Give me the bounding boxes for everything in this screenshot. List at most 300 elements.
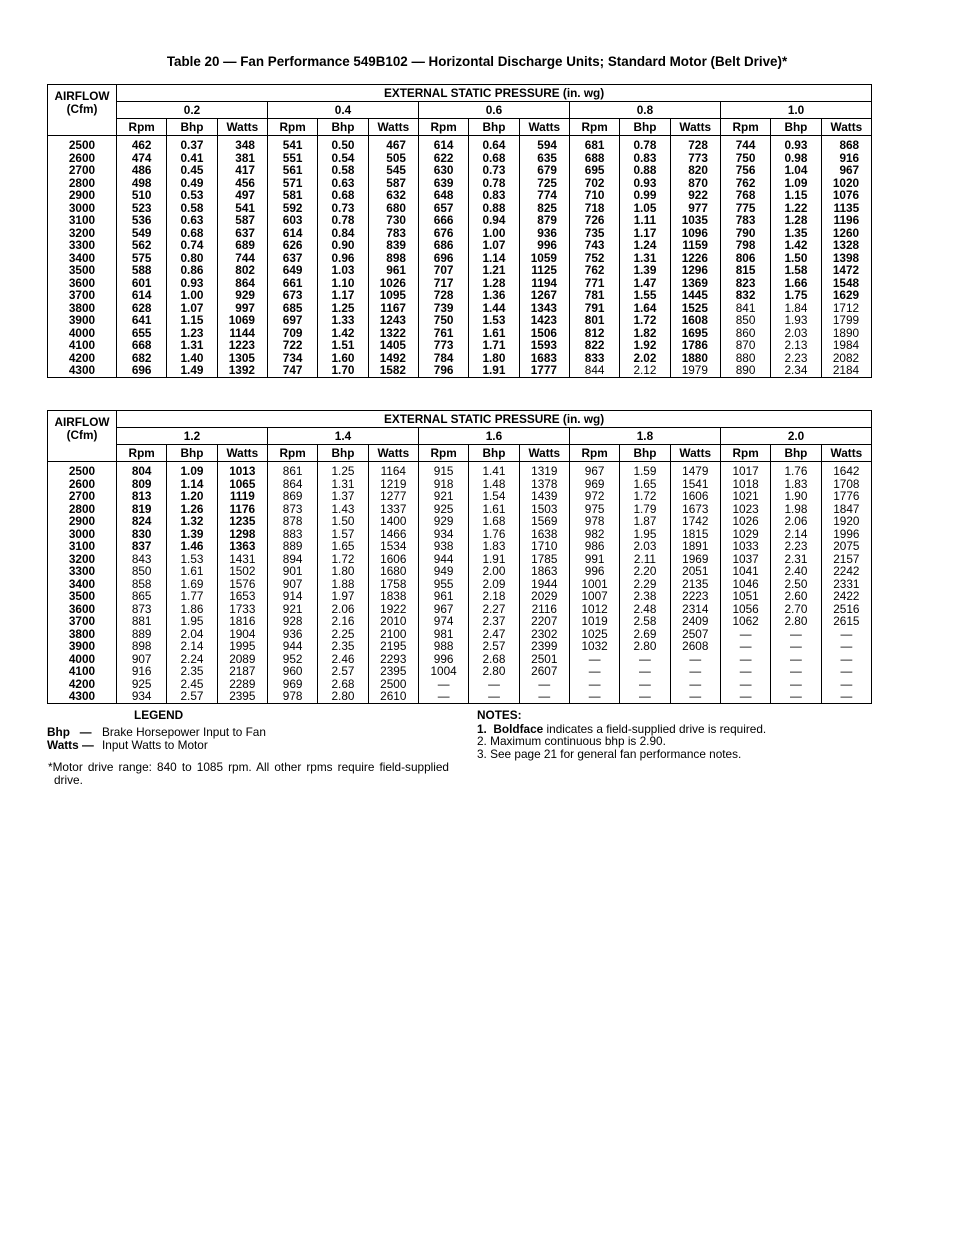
rpm-cell: 870 (735, 338, 756, 352)
rpm-cell: 709 (282, 325, 303, 340)
watts-cell: 936 (537, 225, 557, 240)
bhp-cell: 2.69 (633, 626, 657, 641)
bhp-cell: 1.69 (180, 576, 204, 591)
watts-cell: 1431 (229, 551, 256, 566)
watts-cell: 1673 (682, 501, 709, 516)
watts-cell: 2029 (531, 589, 558, 603)
bhp-cell: 1.86 (180, 601, 204, 616)
rpm-cell: — (437, 676, 450, 691)
column-header-rpm: Rpm (569, 445, 619, 462)
airflow-cell: 3000 (68, 526, 96, 541)
rpm-cell: 1023 (732, 501, 759, 516)
bhp-cell: — (488, 676, 500, 691)
watts-cell: 1502 (229, 564, 256, 578)
external-static-pressure-header: EXTERNAL STATIC PRESSURE (in. wg) (117, 85, 872, 102)
bhp-cell: — (639, 651, 651, 666)
bhp-cell: 1.32 (180, 514, 204, 528)
watts-cell: 1164 (380, 464, 406, 478)
bhp-cell: 1.40 (180, 350, 204, 365)
bhp-cell: 1.65 (633, 476, 657, 491)
watts-cell: 1096 (681, 225, 708, 240)
rpm-cell: 806 (735, 250, 756, 265)
legend-definition: Brake Horsepower Input to Fan (102, 725, 266, 739)
watts-cell: 2135 (682, 576, 709, 591)
rpm-cell: 791 (584, 300, 605, 315)
bhp-cell: 1.31 (180, 338, 204, 352)
watts-cell: — (840, 639, 853, 653)
bhp-cell: 1.83 (784, 476, 808, 491)
rpm-column (418, 462, 468, 704)
rpm-cell: 655 (131, 325, 152, 340)
legend-dash: — (79, 725, 92, 739)
watts-cell: 1776 (833, 489, 860, 503)
bhp-column (469, 462, 519, 704)
external-static-pressure-header: EXTERNAL STATIC PRESSURE (in. wg) (117, 411, 872, 428)
bhp-cell: 2.57 (331, 664, 355, 678)
rpm-cell: 1001 (581, 576, 608, 591)
watts-cell: 2331 (833, 576, 860, 591)
bhp-cell: 2.80 (482, 664, 506, 678)
watts-cell: — (840, 626, 853, 641)
rpm-cell: 916 (131, 664, 152, 678)
rpm-cell: — (739, 651, 752, 666)
rpm-cell: 865 (131, 589, 152, 603)
watts-cell: 1296 (681, 263, 708, 277)
rpm-cell: 1004 (430, 664, 457, 678)
bhp-cell: 1.00 (180, 288, 204, 302)
watts-cell: 1492 (379, 350, 406, 365)
column-header-watts: Watts (217, 119, 267, 136)
airflow-cell: 3600 (68, 275, 96, 290)
column-header-bhp: Bhp (620, 445, 670, 462)
bhp-cell: 0.96 (331, 250, 355, 265)
rpm-cell: 1012 (581, 601, 608, 616)
watts-cell: 916 (839, 150, 860, 165)
watts-cell: 587 (386, 175, 406, 190)
rpm-cell: 883 (282, 526, 303, 541)
bhp-cell: 1.87 (633, 514, 657, 528)
watts-cell: 1226 (681, 250, 708, 265)
bhp-cell: 2.40 (784, 564, 808, 578)
airflow-cell: 3900 (68, 313, 96, 327)
bhp-cell: 1.91 (482, 551, 506, 566)
watts-cell: 1576 (229, 576, 256, 591)
bhp-cell: 1.61 (482, 501, 506, 516)
rpm-cell: 686 (433, 238, 454, 252)
rpm-cell: 649 (282, 263, 303, 277)
rpm-cell: 864 (282, 476, 303, 491)
bhp-cell: 1.72 (331, 551, 355, 566)
watts-cell: 2100 (380, 626, 407, 641)
bhp-cell: 1.11 (633, 213, 657, 227)
bhp-cell: — (790, 639, 802, 653)
bhp-cell: 0.53 (180, 188, 204, 202)
watts-cell: 2608 (682, 639, 709, 653)
rpm-cell: 889 (131, 626, 152, 641)
bhp-column (167, 136, 217, 378)
bhp-cell: 0.73 (331, 200, 355, 215)
watts-cell: 2314 (682, 601, 709, 616)
watts-cell: 1423 (530, 313, 557, 327)
bhp-cell: — (488, 689, 500, 703)
pressure-header: 1.6 (418, 428, 569, 445)
rpm-cell: 762 (584, 263, 605, 277)
watts-cell: 1343 (530, 300, 557, 315)
airflow-cell: 3400 (68, 250, 96, 265)
bhp-cell: — (639, 689, 651, 703)
bhp-cell: 1.17 (331, 288, 355, 302)
watts-cell: 728 (688, 138, 708, 152)
bhp-cell: 0.88 (633, 163, 657, 177)
watts-cell: 1712 (832, 300, 860, 315)
watts-cell: 505 (386, 150, 406, 165)
watts-cell: 1337 (380, 501, 407, 516)
bhp-cell: 1.46 (180, 539, 204, 553)
rpm-cell: 773 (433, 338, 454, 352)
bhp-cell: 2.25 (331, 626, 355, 641)
bhp-cell: 2.70 (784, 601, 808, 616)
column-header-watts: Watts (821, 445, 872, 462)
rpm-cell: 1046 (732, 576, 759, 591)
watts-cell: — (689, 689, 702, 703)
bhp-cell: 1.07 (180, 300, 204, 315)
rpm-cell: 1051 (732, 589, 759, 603)
column-header-rpm: Rpm (117, 445, 167, 462)
bhp-cell: 1.36 (482, 288, 506, 302)
rpm-cell: 898 (131, 639, 152, 653)
bhp-cell: 1.37 (331, 489, 355, 503)
bhp-cell: 2.37 (482, 614, 506, 628)
watts-cell: 1235 (229, 514, 256, 528)
watts-cell: 1695 (681, 325, 708, 340)
airflow-cell: 4200 (68, 676, 96, 691)
legend-term: Watts (47, 738, 79, 752)
watts-cell: 1223 (228, 338, 255, 352)
rpm-cell: 775 (735, 200, 756, 215)
bhp-cell: 1.61 (482, 325, 506, 340)
watts-cell: 725 (537, 175, 557, 190)
rpm-cell: 833 (584, 350, 605, 365)
fan-performance-table-high-pressure (47, 410, 872, 704)
bhp-cell: 1.47 (633, 275, 657, 290)
rpm-cell: 1025 (581, 626, 608, 641)
rpm-cell: 661 (282, 275, 303, 290)
watts-cell: — (689, 664, 702, 678)
rpm-cell: 474 (131, 150, 152, 165)
column-header-rpm: Rpm (720, 119, 770, 136)
rpm-cell: 1056 (732, 601, 759, 616)
bhp-cell: 1.48 (482, 476, 506, 491)
rpm-cell: 747 (282, 363, 303, 377)
column-header-rpm: Rpm (418, 445, 468, 462)
rpm-cell: 641 (131, 313, 152, 327)
rpm-cell: 830 (131, 526, 152, 541)
rpm-cell: 928 (282, 614, 303, 628)
bhp-cell: 0.93 (180, 275, 204, 290)
bhp-cell: 0.73 (482, 163, 506, 177)
column-header-bhp: Bhp (167, 119, 217, 136)
bhp-cell: 0.98 (784, 150, 808, 165)
column-header-watts: Watts (519, 119, 569, 136)
rpm-cell: 762 (735, 175, 756, 190)
rpm-cell: 743 (584, 238, 605, 252)
bhp-cell: 1.50 (331, 514, 355, 528)
airflow-cell: 3900 (68, 639, 96, 653)
bhp-cell: 1.59 (633, 464, 657, 478)
watts-cell: 1922 (380, 601, 407, 616)
watts-cell: 1439 (531, 489, 558, 503)
watts-cell: 1405 (379, 338, 406, 352)
rpm-cell: 809 (131, 476, 152, 491)
bhp-cell: 0.88 (482, 200, 506, 215)
watts-cell: 1363 (229, 539, 256, 553)
bhp-cell: 1.25 (331, 464, 355, 478)
watts-column (217, 136, 267, 378)
watts-cell: 1398 (832, 250, 860, 265)
watts-cell: 2399 (531, 639, 558, 653)
rpm-cell: 1041 (732, 564, 759, 578)
watts-cell: — (840, 664, 853, 678)
rpm-cell: 783 (735, 213, 756, 227)
watts-cell: 1708 (833, 476, 860, 491)
rpm-cell: 666 (433, 213, 454, 227)
rpm-cell: 967 (584, 464, 605, 478)
watts-cell: 1013 (229, 464, 256, 478)
legend-item-watts (47, 739, 447, 752)
bhp-cell: 1.97 (331, 589, 355, 603)
rpm-cell: 925 (433, 501, 454, 516)
rpm-cell: 796 (433, 363, 454, 377)
bhp-cell: 2.02 (633, 350, 657, 365)
legend-title: LEGEND (134, 708, 184, 722)
watts-cell: 680 (386, 200, 406, 215)
bhp-cell: 0.63 (180, 213, 204, 227)
rpm-cell: 869 (282, 489, 303, 503)
airflow-cell: 3000 (68, 200, 96, 215)
rpm-cell: 592 (282, 200, 303, 215)
bhp-cell: 1.54 (482, 489, 506, 503)
column-header-watts: Watts (821, 119, 872, 136)
watts-cell: 2207 (531, 614, 558, 628)
bhp-cell: 0.93 (633, 175, 657, 190)
bhp-cell: 1.53 (180, 551, 204, 566)
rpm-cell: — (739, 626, 752, 641)
rpm-cell: 1007 (581, 589, 608, 603)
bhp-cell: 1.76 (482, 526, 506, 541)
bhp-cell: 1.64 (633, 300, 657, 315)
bhp-cell: 1.84 (784, 300, 808, 315)
rpm-cell: 890 (735, 363, 756, 377)
watts-cell: 977 (688, 200, 708, 215)
bhp-cell: 1.15 (784, 188, 808, 202)
rpm-cell: 850 (735, 313, 756, 327)
rpm-cell: 682 (131, 350, 152, 365)
airflow-cell: 4300 (68, 363, 96, 377)
bhp-cell: 1.72 (633, 489, 657, 503)
rpm-cell: 974 (433, 614, 454, 628)
watts-cell: 2500 (380, 676, 407, 691)
rpm-column (117, 136, 167, 378)
bhp-cell: 1.57 (331, 526, 355, 541)
watts-cell: 1119 (229, 489, 255, 503)
rpm-column (569, 462, 619, 704)
rpm-cell: 996 (433, 651, 454, 666)
watts-cell: 864 (235, 275, 255, 290)
airflow-cell: 2800 (68, 501, 96, 516)
bhp-cell: 2.35 (331, 639, 355, 653)
watts-cell: 1026 (379, 275, 406, 290)
bhp-cell: 2.12 (633, 363, 657, 377)
watts-cell: 802 (235, 263, 255, 277)
watts-cell: 1159 (682, 238, 708, 252)
watts-column (670, 462, 720, 704)
watts-cell: 1593 (530, 338, 557, 352)
rpm-cell: 815 (735, 263, 756, 277)
watts-cell: 783 (386, 225, 406, 240)
bhp-cell: 0.94 (482, 213, 506, 227)
watts-cell: 1629 (832, 288, 860, 302)
bhp-cell: 1.05 (633, 200, 657, 215)
bhp-cell: 0.49 (180, 175, 204, 190)
bhp-cell: 1.91 (482, 363, 506, 377)
rpm-cell: 982 (584, 526, 605, 541)
airflow-values (48, 136, 117, 378)
watts-cell: 1683 (530, 350, 557, 365)
rpm-cell: 588 (131, 263, 152, 277)
watts-cell: 2302 (531, 626, 558, 641)
bhp-cell: 1.95 (633, 526, 657, 541)
airflow-cell: 4300 (68, 689, 96, 703)
watts-cell: 348 (235, 138, 255, 152)
watts-cell: 2289 (229, 676, 256, 691)
rpm-cell: 894 (282, 551, 303, 566)
bhp-cell: 1.53 (482, 313, 506, 327)
column-header-bhp: Bhp (469, 119, 519, 136)
watts-cell: 996 (537, 238, 557, 252)
rpm-cell: 603 (282, 213, 303, 227)
bhp-cell: 1.14 (180, 476, 204, 491)
airflow-unit: (Cfm) (66, 101, 98, 116)
note-2: 2. Maximum continuous bhp is 2.90. (477, 734, 666, 748)
watts-cell: 1608 (681, 313, 708, 327)
rpm-cell: 819 (131, 501, 152, 516)
watts-cell: 2422 (833, 589, 860, 603)
rpm-cell: — (588, 676, 601, 691)
watts-cell: 1582 (379, 363, 406, 377)
rpm-cell: — (739, 639, 752, 653)
watts-cell: 868 (839, 138, 860, 152)
airflow-cell: 3200 (68, 551, 96, 566)
bhp-cell: 1.50 (784, 250, 808, 265)
rpm-cell: 858 (131, 576, 152, 591)
watts-cell: 541 (235, 200, 255, 215)
rpm-cell: 929 (433, 514, 454, 528)
bhp-cell: 1.28 (784, 213, 808, 227)
rpm-cell: 722 (282, 338, 303, 352)
watts-cell: 2607 (531, 664, 558, 678)
rpm-column (267, 462, 317, 704)
watts-cell: 1176 (229, 501, 256, 516)
rpm-cell: 841 (735, 300, 756, 315)
watts-cell: 929 (235, 288, 255, 302)
rpm-cell: 921 (433, 489, 454, 503)
watts-cell: 545 (386, 163, 406, 177)
watts-cell: 679 (537, 163, 557, 177)
bhp-cell: 1.55 (633, 288, 657, 302)
bhp-cell: 0.54 (331, 150, 355, 165)
bhp-cell: 2.80 (784, 614, 808, 628)
column-header-rpm: Rpm (720, 445, 770, 462)
bhp-cell: 2.68 (331, 676, 355, 691)
table-title: Table 20 — Fan Performance 549B102 — Horizontal Discharge Units; Standard Motor (Belt Drive)* (166, 54, 788, 69)
rpm-cell: 771 (584, 275, 605, 290)
bhp-cell: 2.23 (784, 350, 808, 365)
fan-performance-table-low-pressure (47, 84, 872, 378)
watts-cell: 898 (386, 250, 406, 265)
bhp-cell: 1.20 (180, 489, 204, 503)
bhp-column (771, 462, 821, 704)
rpm-cell: 955 (433, 576, 454, 591)
watts-cell: 637 (235, 225, 255, 240)
watts-cell: 1944 (531, 576, 558, 591)
rpm-cell: 614 (131, 288, 152, 302)
watts-cell: 2184 (832, 363, 860, 377)
bhp-cell: 2.31 (784, 551, 808, 566)
airflow-cell: 3700 (68, 614, 96, 628)
watts-cell: 961 (386, 263, 406, 277)
bhp-cell: 1.03 (331, 263, 355, 277)
watts-cell: 820 (688, 163, 708, 177)
rpm-cell: — (739, 676, 752, 691)
airflow-cell: 2500 (68, 464, 96, 478)
airflow-cell: 2600 (68, 150, 96, 165)
bhp-cell: — (790, 664, 802, 678)
rpm-cell: 804 (131, 464, 152, 478)
rpm-cell: 1033 (732, 539, 759, 553)
rpm-cell: 823 (735, 275, 756, 290)
column-header-rpm: Rpm (267, 119, 317, 136)
watts-cell: 1653 (229, 589, 256, 603)
bhp-cell: 2.18 (482, 589, 506, 603)
notes-title: NOTES: (477, 708, 522, 722)
column-header-bhp: Bhp (771, 119, 821, 136)
bhp-cell: 0.83 (482, 188, 506, 202)
airflow-cell: 4100 (68, 664, 96, 678)
bhp-cell: 1.17 (633, 225, 657, 240)
rpm-column (267, 136, 317, 378)
bhp-cell: — (790, 689, 802, 703)
bhp-cell: 1.51 (331, 338, 355, 352)
watts-cell: 2501 (531, 651, 558, 666)
airflow-cell: 2700 (68, 163, 96, 177)
watts-cell: 1525 (681, 300, 708, 315)
rpm-cell: 918 (433, 476, 454, 491)
column-header-watts: Watts (670, 119, 720, 136)
bhp-cell: 1.00 (482, 225, 506, 240)
rpm-cell: 978 (584, 514, 605, 528)
watts-cell: 1328 (832, 238, 860, 252)
bhp-cell: 2.48 (633, 601, 657, 616)
watts-cell: 730 (386, 213, 406, 227)
watts-column (217, 462, 267, 704)
rpm-cell: 622 (433, 150, 454, 165)
rpm-cell: 873 (131, 601, 152, 616)
bhp-cell: 1.82 (633, 325, 657, 340)
rpm-cell: 944 (282, 639, 303, 653)
watts-cell: — (538, 689, 551, 703)
watts-cell: 1758 (380, 576, 407, 591)
airflow-cell: 4000 (68, 325, 96, 340)
